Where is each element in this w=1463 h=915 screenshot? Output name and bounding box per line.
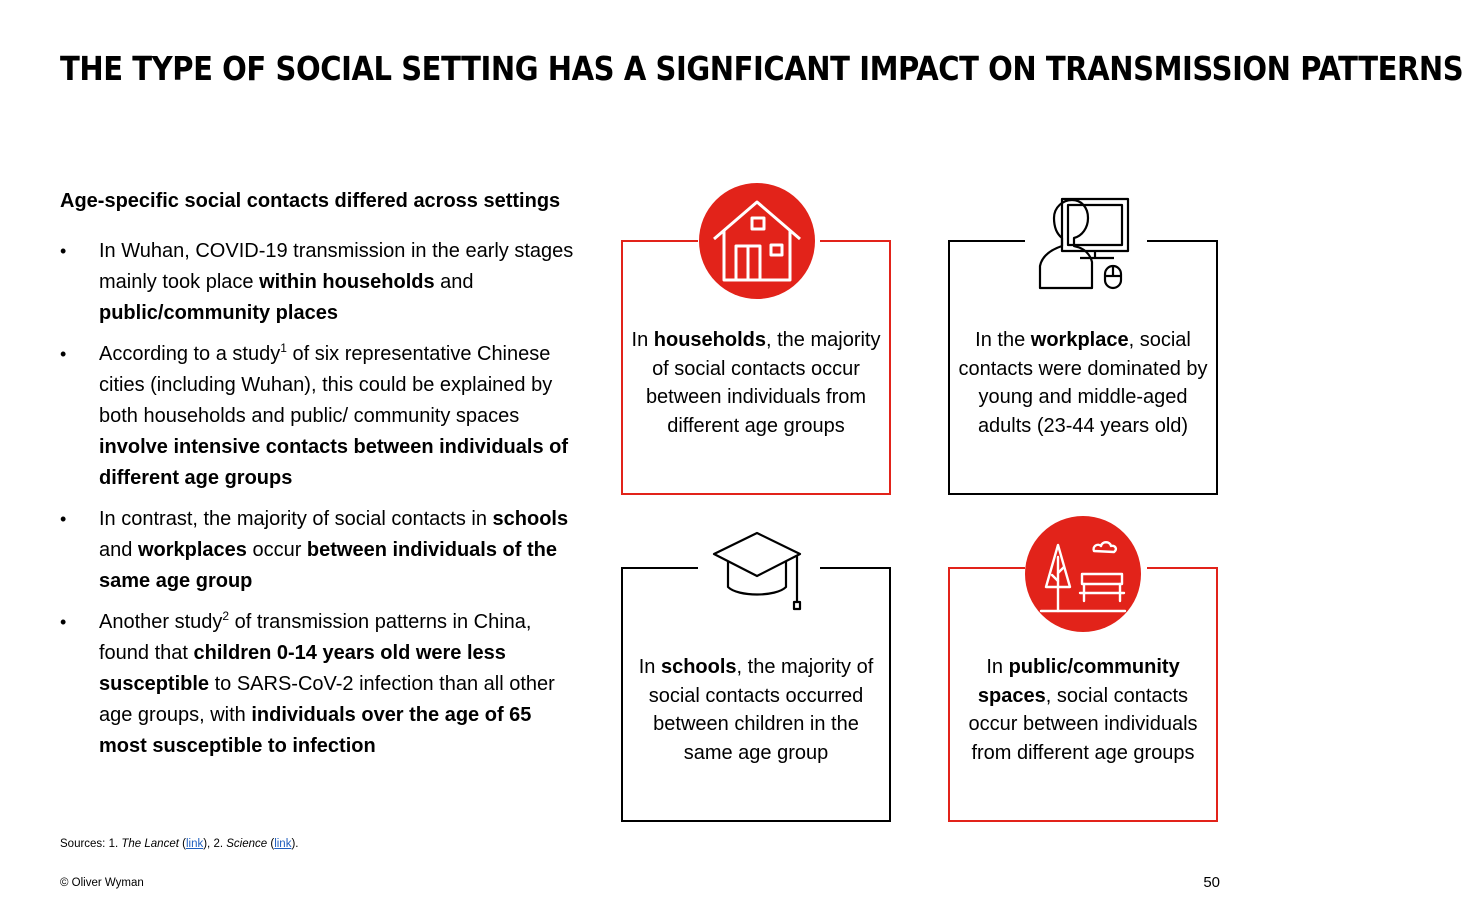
bullet-bold-text: between individuals of the same age group — [99, 539, 557, 592]
source1-open: ( — [178, 838, 186, 850]
schools-text-pre: In — [638, 656, 661, 678]
bullet-item — [60, 339, 580, 494]
bullet-bold-text: individuals over the age of 65 most susceptible to infection — [99, 704, 532, 757]
footnote-ref: 2 — [222, 609, 230, 623]
office-worker-icon — [1024, 182, 1142, 300]
house-icon — [698, 182, 816, 300]
workplace-text-post: , social contacts were dominated by young and middle-aged adults (23-44 years old) — [958, 329, 1208, 437]
bullet-text: and — [434, 271, 474, 293]
bullet-text: Another study — [99, 611, 223, 633]
workplace-text-pre: In the — [975, 329, 1031, 351]
source2-open: ( — [267, 838, 275, 850]
households-text-pre: In — [631, 329, 654, 351]
schools-card-text — [629, 653, 883, 767]
bullet-dot-icon: • — [60, 509, 67, 529]
bullet-item — [60, 236, 580, 329]
sources-note — [60, 837, 298, 851]
public-spaces-card-text — [956, 653, 1210, 767]
public-text-bold: public/community spaces — [977, 656, 1180, 707]
section-subtitle: Age-specific social contacts differed across settings — [60, 190, 561, 212]
bullet-text: and — [99, 539, 138, 561]
park-bench-icon — [1024, 515, 1142, 633]
bullet-dot-icon: • — [60, 344, 67, 364]
source2-close: ). — [291, 838, 299, 850]
bullet-bold-text: children 0-14 years old were less susceptible — [99, 642, 506, 695]
public-text-post: , social contacts occur between individuals from different age groups — [968, 684, 1198, 764]
households-text-post: , the majority of social contacts occur between individuals from different age groups — [645, 329, 881, 437]
bullet-bold-text: public/community places — [99, 302, 338, 324]
science-link[interactable]: link — [274, 838, 292, 850]
source1-close: ), 2. — [203, 838, 227, 850]
bullet-bold-text: workplaces — [137, 539, 247, 561]
households-card-text — [629, 326, 883, 440]
bullet-dot-icon: • — [60, 241, 67, 261]
source-lancet: The Lancet — [121, 838, 179, 850]
lancet-link[interactable]: link — [185, 838, 204, 850]
sources-prefix: Sources: 1. — [60, 838, 122, 850]
workplace-card-text — [956, 326, 1210, 440]
bullet-text: In contrast, the majority of social contacts in — [99, 508, 493, 530]
source-science: Science — [226, 838, 268, 850]
bullet-text: to SARS-CoV-2 infection than all other age groups, with — [99, 673, 555, 726]
schools-text-bold: schools — [660, 656, 737, 678]
bullet-text: According to a study — [99, 343, 281, 365]
bullet-list — [60, 236, 580, 772]
bullet-text: of transmission patterns in China, found that — [99, 611, 532, 664]
households-text-bold: households — [653, 329, 766, 351]
bullet-bold-text: within households — [259, 271, 435, 293]
bullet-item — [60, 607, 580, 762]
bullet-text: In Wuhan, COVID-19 transmission in the early stages mainly took place — [99, 240, 574, 293]
graduation-cap-icon — [698, 508, 816, 626]
bullet-bold-text: schools — [492, 508, 569, 530]
public-text-pre: In — [986, 656, 1009, 678]
bullet-text: of six representative Chinese cities (including Wuhan), this could be explained by both households and public/ community spaces — [99, 343, 553, 427]
footnote-ref: 1 — [280, 341, 287, 355]
schools-text-post: , the majority of social contacts occurred between children in the same age group — [648, 656, 874, 764]
copyright: © Oliver Wyman — [60, 877, 144, 889]
bullet-item — [60, 504, 580, 597]
bullet-text: occur — [246, 539, 307, 561]
page-title: THE TYPE OF SOCIAL SETTING HAS A SIGNFICANT IMPACT ON TRANSMISSION PATTERNS — [60, 49, 1463, 88]
workplace-text-bold: workplace — [1030, 329, 1129, 351]
page-number: 50 — [1203, 874, 1220, 891]
bullet-dot-icon: • — [60, 612, 67, 632]
bullet-bold-text: involve intensive contacts between individuals of different age groups — [99, 436, 569, 489]
